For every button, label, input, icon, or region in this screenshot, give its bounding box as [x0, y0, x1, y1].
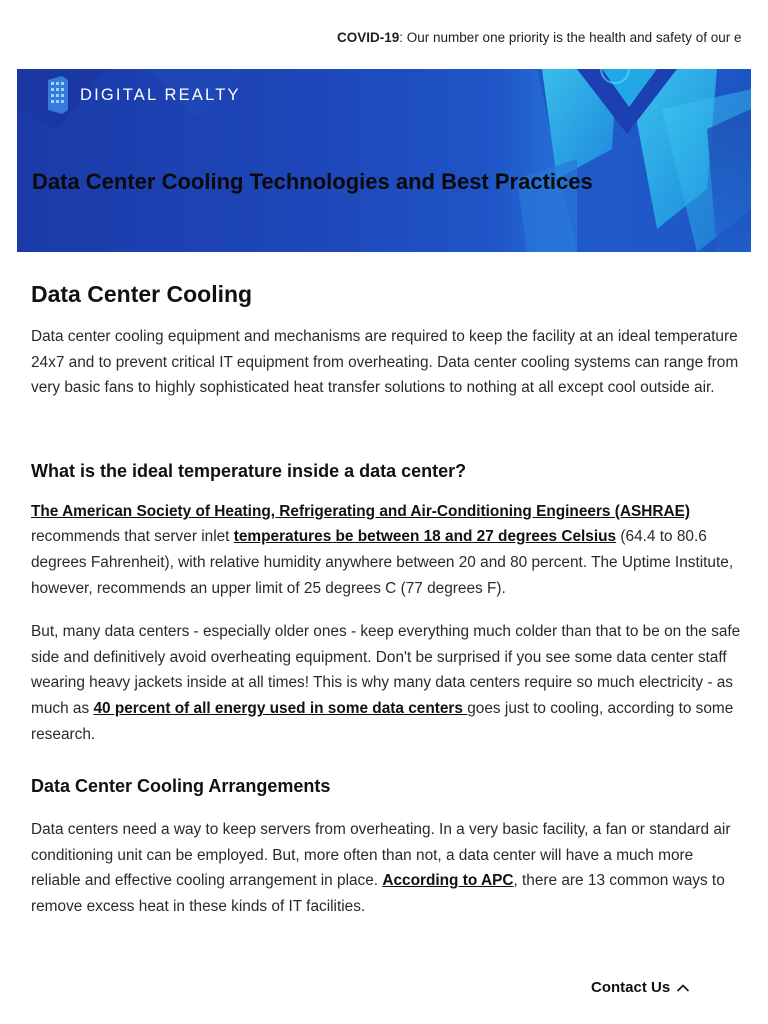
paragraph-text: recommends that server inlet: [31, 528, 234, 546]
paragraph-text: (64.4 to 80.6 degrees Fahrenheit), with relative humidity anywhere between 20 and 80 percent. The Uptime Institute, however, recommends an upper limit of 25 degrees C (77 degrees F).: [31, 528, 734, 597]
ashrae-link[interactable]: The American Society of Heating, Refrigerating and Air-Conditioning Engineers (ASHRAE): [31, 502, 691, 520]
colder-paragraph: [31, 619, 743, 747]
section-heading: Data Center Cooling: [31, 281, 253, 307]
logo-mark-icon: [48, 76, 68, 114]
temperature-paragraph: [31, 499, 739, 601]
covid-message[interactable]: [337, 30, 768, 45]
logo-text: DIGITAL REALTY: [80, 85, 241, 104]
covid-banner: [0, 0, 768, 70]
paragraph-text: goes just to cooling, according to some research.: [31, 699, 734, 743]
covid-label: COVID-19: [337, 30, 400, 45]
logo[interactable]: [48, 75, 241, 115]
covid-text: : Our number one priority is the health and safety of our e: [399, 30, 742, 45]
intro-paragraph: Data center cooling equipment and mechanisms are required to keep the facility at an ideal temperature 24x7 and to prevent critical IT equipment from overheating. Data center cooling systems can range from very basic fans to highly sophisticated heat transfer solutions to nothing at all except cool outside air.: [31, 328, 739, 397]
paragraph-text: But, many data centers - especially older ones - keep everything much colder than that to be on the safe side and definitively avoid overheating equipment. Don't be surprised if you see some data center staff wearing heavy jackets inside at all times! This is why many data centers require so much electricity - as much as: [31, 623, 741, 717]
hero-banner: [17, 69, 751, 252]
page-title: Data Center Cooling Technologies and Best Practices: [32, 169, 593, 194]
energy-percent-link[interactable]: 40 percent of all energy used in some data centers: [93, 699, 468, 717]
arrangements-heading: Data Center Cooling Arrangements: [31, 776, 331, 797]
apc-link[interactable]: According to APC: [382, 872, 514, 890]
article-body: [31, 278, 743, 920]
question-heading: What is the ideal temperature inside a data center?: [31, 460, 467, 481]
chevron-up-icon: [676, 983, 690, 993]
paragraph-text: , there are 13 common ways to remove excess heat in these kinds of IT facilities.: [31, 872, 725, 915]
contact-us-button[interactable]: [591, 979, 690, 996]
paragraph-text: Data centers need a way to keep servers from overheating. In a very basic facility, a fan or standard air conditioning unit can be employed. But, more often than not, a data center will have a much more reliable and effective cooling arrangement in place.: [31, 821, 731, 890]
temperature-range-link[interactable]: temperatures be between 18 and 27 degrees Celsius: [233, 528, 617, 546]
contact-us-label: Contact Us: [591, 979, 671, 996]
arrangements-paragraph: [31, 817, 743, 919]
